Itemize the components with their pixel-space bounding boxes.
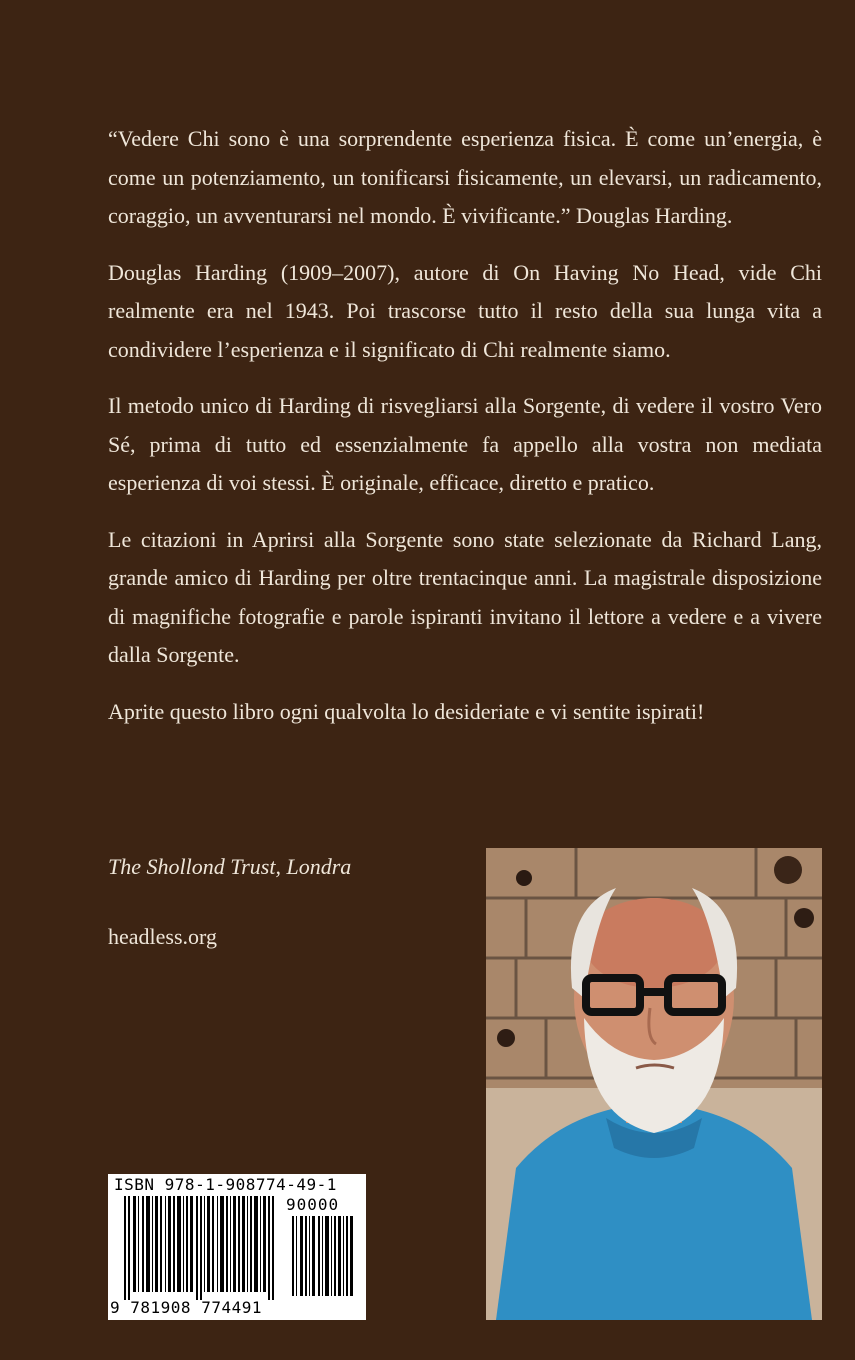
author-photo: [486, 848, 822, 1320]
isbn-label: ISBN 978-1-908774-49-1: [114, 1175, 337, 1194]
quote-paragraph: “Vedere Chi sono è una sorprendente esperienza fisica. È come un’energia, è come un potenziamento, un tonificarsi fisicamente, un elevarsi, un radicamento, coraggio, un avventurarsi nel mondo. È vivificante.” Douglas Harding.: [108, 126, 822, 228]
publisher-name: The Shollond Trust, Londra: [108, 854, 352, 879]
blurb-text: [108, 120, 822, 749]
invitation-paragraph: Aprite questo libro ogni qualvolta lo desideriate e vi sentite ispirati!: [108, 698, 705, 724]
bio-paragraph: Douglas Harding (1909–2007), autore di On Having No Head, vide Chi realmente era nel 1943. Poi trascorse tutto il resto della sua lunga vita a condividere l’esperienza e il significato di Chi realmente siamo.: [108, 259, 822, 362]
barcode-digits: 9 781908 774491: [110, 1298, 262, 1317]
quotes-paragraph: Le citazioni in Aprirsi alla Sorgente sono state selezionate da Richard Lang, grande amico di Harding per oltre trentacinque anni. La magistrale disposizione di magnifiche fotografie e parole ispiranti invitano il lettore a vedere e a vivere dalla Sorgente.: [108, 526, 822, 667]
isbn-barcode: [108, 1174, 366, 1320]
website-url: headless.org: [108, 924, 217, 949]
barcode-bars: [124, 1196, 280, 1300]
method-paragraph: Il metodo unico di Harding di risvegliarsi alla Sorgente, di vedere il vostro Vero Sé, prima di tutto ed essenzialmente fa appello alla vostra non mediata esperienza di voi stessi. È originale, efficace, diretto e pratico.: [108, 393, 822, 495]
addon-barcode-bars: [292, 1216, 356, 1296]
price-code: 90000: [286, 1195, 340, 1214]
